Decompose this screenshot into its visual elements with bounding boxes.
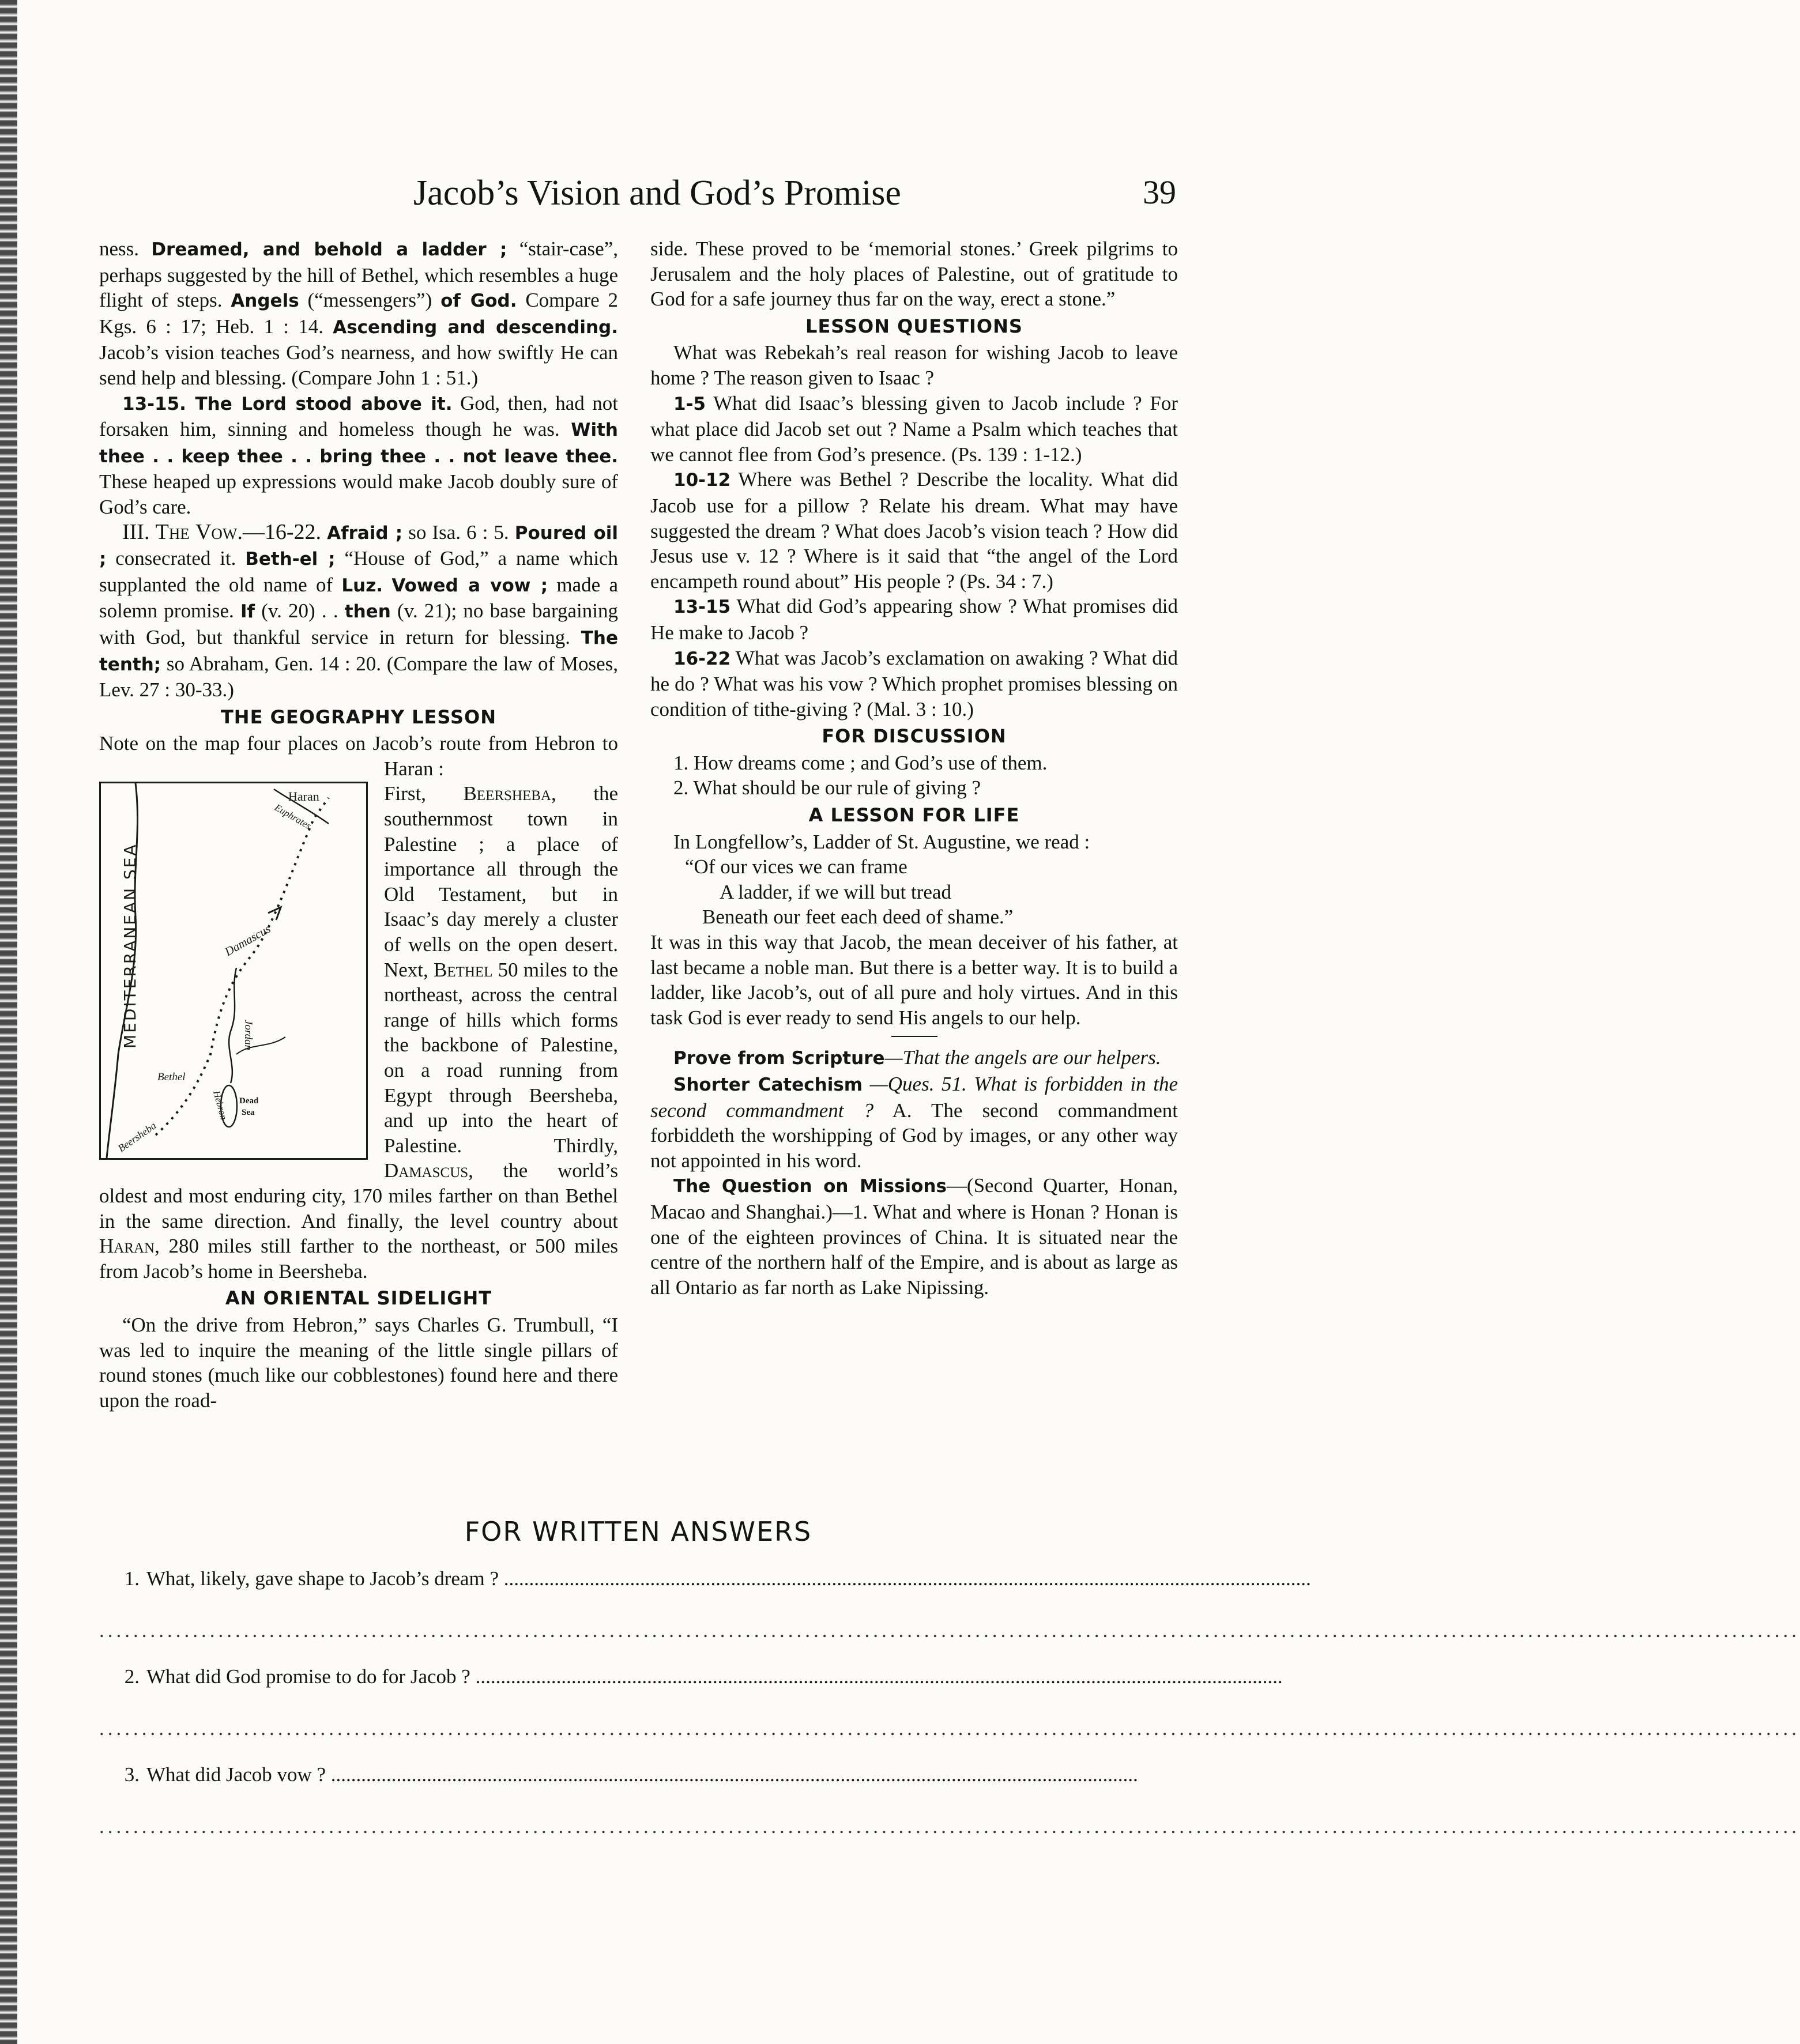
- map-label-haran: Haran: [288, 789, 319, 804]
- lesson-for-life-text: It was in this way that Jacob, the mean deceiver of his father, at last became a noble man. But there is a better way. It is to build a ladder, like Jacob’s, out of all pure and holy virtues. And in this task God is ever ready to send His angels to our help.: [650, 931, 1178, 1029]
- map-label-euphrates: Euphrates: [273, 801, 314, 832]
- map-label-beersheba: Beersheba: [115, 1119, 159, 1155]
- geography-body: First, Beersheba, the southernmost town in Palestine ; a place of importance all through the Old Testament, but in Isaac’s day merely a cluster of wells on the open desert. Next, Bethel 50 miles to the northeast, across the central range of hills which forms the backbone of Palestine, on a road running from Egypt through Beersheba, and up into the heart of Palestine. Thirdly, Damascus, the world’s oldest and most enduring city, 170 miles farther on than Bethel in the same direction. And finally, the level country about Haran, 280 miles still farther to the northeast, or 500 miles from Jacob’s home in Beersheba.: [99, 782, 618, 1283]
- geography-heading: THE GEOGRAPHY LESSON: [220, 706, 497, 728]
- map-label-sea: MEDITERRANEAN SEA: [120, 843, 140, 1049]
- map-label-dead: Dead: [239, 1096, 259, 1106]
- lesson-for-life-intro: In Longfellow’s, Ladder of St. Augustine, we read :: [673, 830, 1090, 853]
- oriental-paragraph: “On the drive from Hebron,” says Charles G. Trumbull, “I was led to inquire the meaning of the little single pillars of round stones (much like our cobblestones) found here and there upon the road-: [99, 1313, 618, 1412]
- lesson-question: 13-15 What did God’s appearing show ? What promises did He make to Jacob ?: [650, 595, 1178, 644]
- page-number: 39: [1143, 174, 1176, 211]
- left-column: [99, 236, 618, 1413]
- jordan-river: [229, 968, 236, 1083]
- answer-line[interactable]: ........................................................................................................................................................................................................: [99, 1619, 1800, 1642]
- route-map-drawing: [101, 783, 366, 1158]
- oriental-continued: side. These proved to be ‘memorial stones.’ Greek pilgrims to Jerusalem and the holy places of Palestine, out of gratitude to God for a safe journey thus far on the way, erect a stone.”: [650, 237, 1178, 311]
- lesson-question: 10-12 Where was Bethel ? Describe the locality. What did Jacob use for a pillow ? Relate his dream. What may have suggested the dream ? What does Jacob’s vision teach ? How did Jesus use v. 12 ? Where is it said that “the angel of the Lord encampeth round about” His people ? (Ps. 34 : 7.): [650, 468, 1178, 593]
- poem-line: “Of our vices we can frame: [685, 855, 907, 878]
- route-map: [99, 782, 368, 1160]
- map-label-hebron: Hebron: [211, 1089, 229, 1121]
- poem-line: Beneath our feet each deed of shame.”: [702, 906, 1014, 929]
- map-label-dead-sea: Sea: [242, 1107, 255, 1117]
- oriental-heading: AN ORIENTAL SIDELIGHT: [225, 1287, 492, 1310]
- lesson-questions-heading: LESSON QUESTIONS: [805, 315, 1023, 337]
- page-title: Jacob’s Vision and God’s Promise: [413, 174, 901, 213]
- notes-paragraph-3: III. The Vow.—16-22. Afraid ; so Isa. 6 : 5. Poured oil ; consecrated it. Beth-el ; “House of God,” a name which supplanted the old name of Luz. Vowed a vow ; made a solemn promise. If (v. 20) . . then (v. 21); no base bargaining with God, but thankful service in return for blessing. The tenth; so Abraham, Gen. 14 : 20. (Compare the law of Moses, Lev. 27 : 30-33.): [99, 519, 619, 702]
- poem-line: A ladder, if we will but tread: [720, 880, 951, 903]
- right-column: [650, 236, 1178, 1300]
- page-header: [98, 173, 1176, 225]
- poem: [650, 854, 1178, 930]
- lesson-question: 16-22 What was Jacob’s exclamation on awaking ? What did he do ? What was his vow ? Which prophet promises blessing on condition of tithe-giving ? (Mal. 3 : 10.): [650, 646, 1178, 721]
- map-label-damascus: Damascus: [222, 921, 273, 959]
- geography-section: [99, 731, 618, 1284]
- shorter-catechism: Shorter Catechism —Ques. 51. What is forbidden in the second commandment ? A. The second commandment forbiddeth the worshipping of God by images, or any other way not appointed in his word.: [650, 1073, 1178, 1172]
- lesson-questions-intro: What was Rebekah’s real reason for wishing Jacob to leave home ? The reason given to Isaac ?: [650, 341, 1178, 389]
- written-answers-heading: FOR WRITTEN ANSWERS: [464, 1516, 812, 1547]
- route-arrow-icon: [268, 907, 281, 920]
- discussion-item: 2. What should be our rule of giving ?: [673, 776, 981, 800]
- notes-paragraph-2: 13-15. The Lord stood above it. God, then, had not forsaken him, sinning and homeless though he was. With thee . . keep thee . . bring thee . . not leave thee. These heaped up expressions would make Jacob doubly sure of God’s care.: [99, 391, 618, 518]
- scan-edge: [0, 0, 17, 2044]
- divider: [891, 1036, 937, 1037]
- answer-line[interactable]: ........................................................................................................................................................................................................: [99, 1717, 1800, 1740]
- lesson-for-life-heading: A LESSON FOR LIFE: [808, 804, 1020, 827]
- written-answers-section: [99, 1516, 1800, 1858]
- answer-line[interactable]: ........................................................................................................................................................................................................: [99, 1815, 1800, 1838]
- discussion-heading: FOR DISCUSSION: [822, 725, 1007, 748]
- written-question: 2. What did God promise to do for Jacob ? ................................................................................................................................................................: [124, 1665, 1283, 1688]
- discussion-item: 1. How dreams come ; and God’s use of them.: [673, 751, 1048, 774]
- written-question: 3. What did Jacob vow ? ................................................................................................................................................................: [124, 1763, 1138, 1786]
- written-question: 1. What, likely, gave shape to Jacob’s dream ? ................................................................................................................................................................: [124, 1567, 1311, 1590]
- map-label-bethel: Bethel: [157, 1070, 186, 1083]
- map-label-jordan: Jordan: [242, 1019, 254, 1050]
- notes-paragraph-1: ness. Dreamed, and behold a ladder ; “stair-case”, perhaps suggested by the hill of Bethel, which resembles a huge flight of steps. Angels (“messengers”) of God. Compare 2 Kgs. 6 : 17; Heb. 1 : 14. Ascending and descending. Jacob’s vision teaches God’s nearness, and how swiftly He can send help and blessing. (Compare John 1 : 51.): [99, 237, 618, 389]
- jacobs-route: [156, 798, 329, 1135]
- geography-intro: Note on the map four places on Jacob’s route from Hebron to Haran :: [99, 732, 618, 780]
- missions-question: The Question on Missions—(Second Quarter, Honan, Macao and Shanghai.)—1. What and where is Honan ? Honan is one of the eighteen provinces of China. It is situated near the centre of the northern half of the Empire, and is about as large as all Ontario as far north as Lake Nipissing.: [650, 1174, 1178, 1299]
- prove-from-scripture: Prove from Scripture—That the angels are our helpers.: [673, 1046, 1161, 1069]
- lesson-question: 1-5 What did Isaac’s blessing given to Jacob include ? For what place did Jacob set out ? Name a Psalm which teaches that we cannot flee from God’s presence. (Ps. 139 : 1-12.): [650, 391, 1178, 466]
